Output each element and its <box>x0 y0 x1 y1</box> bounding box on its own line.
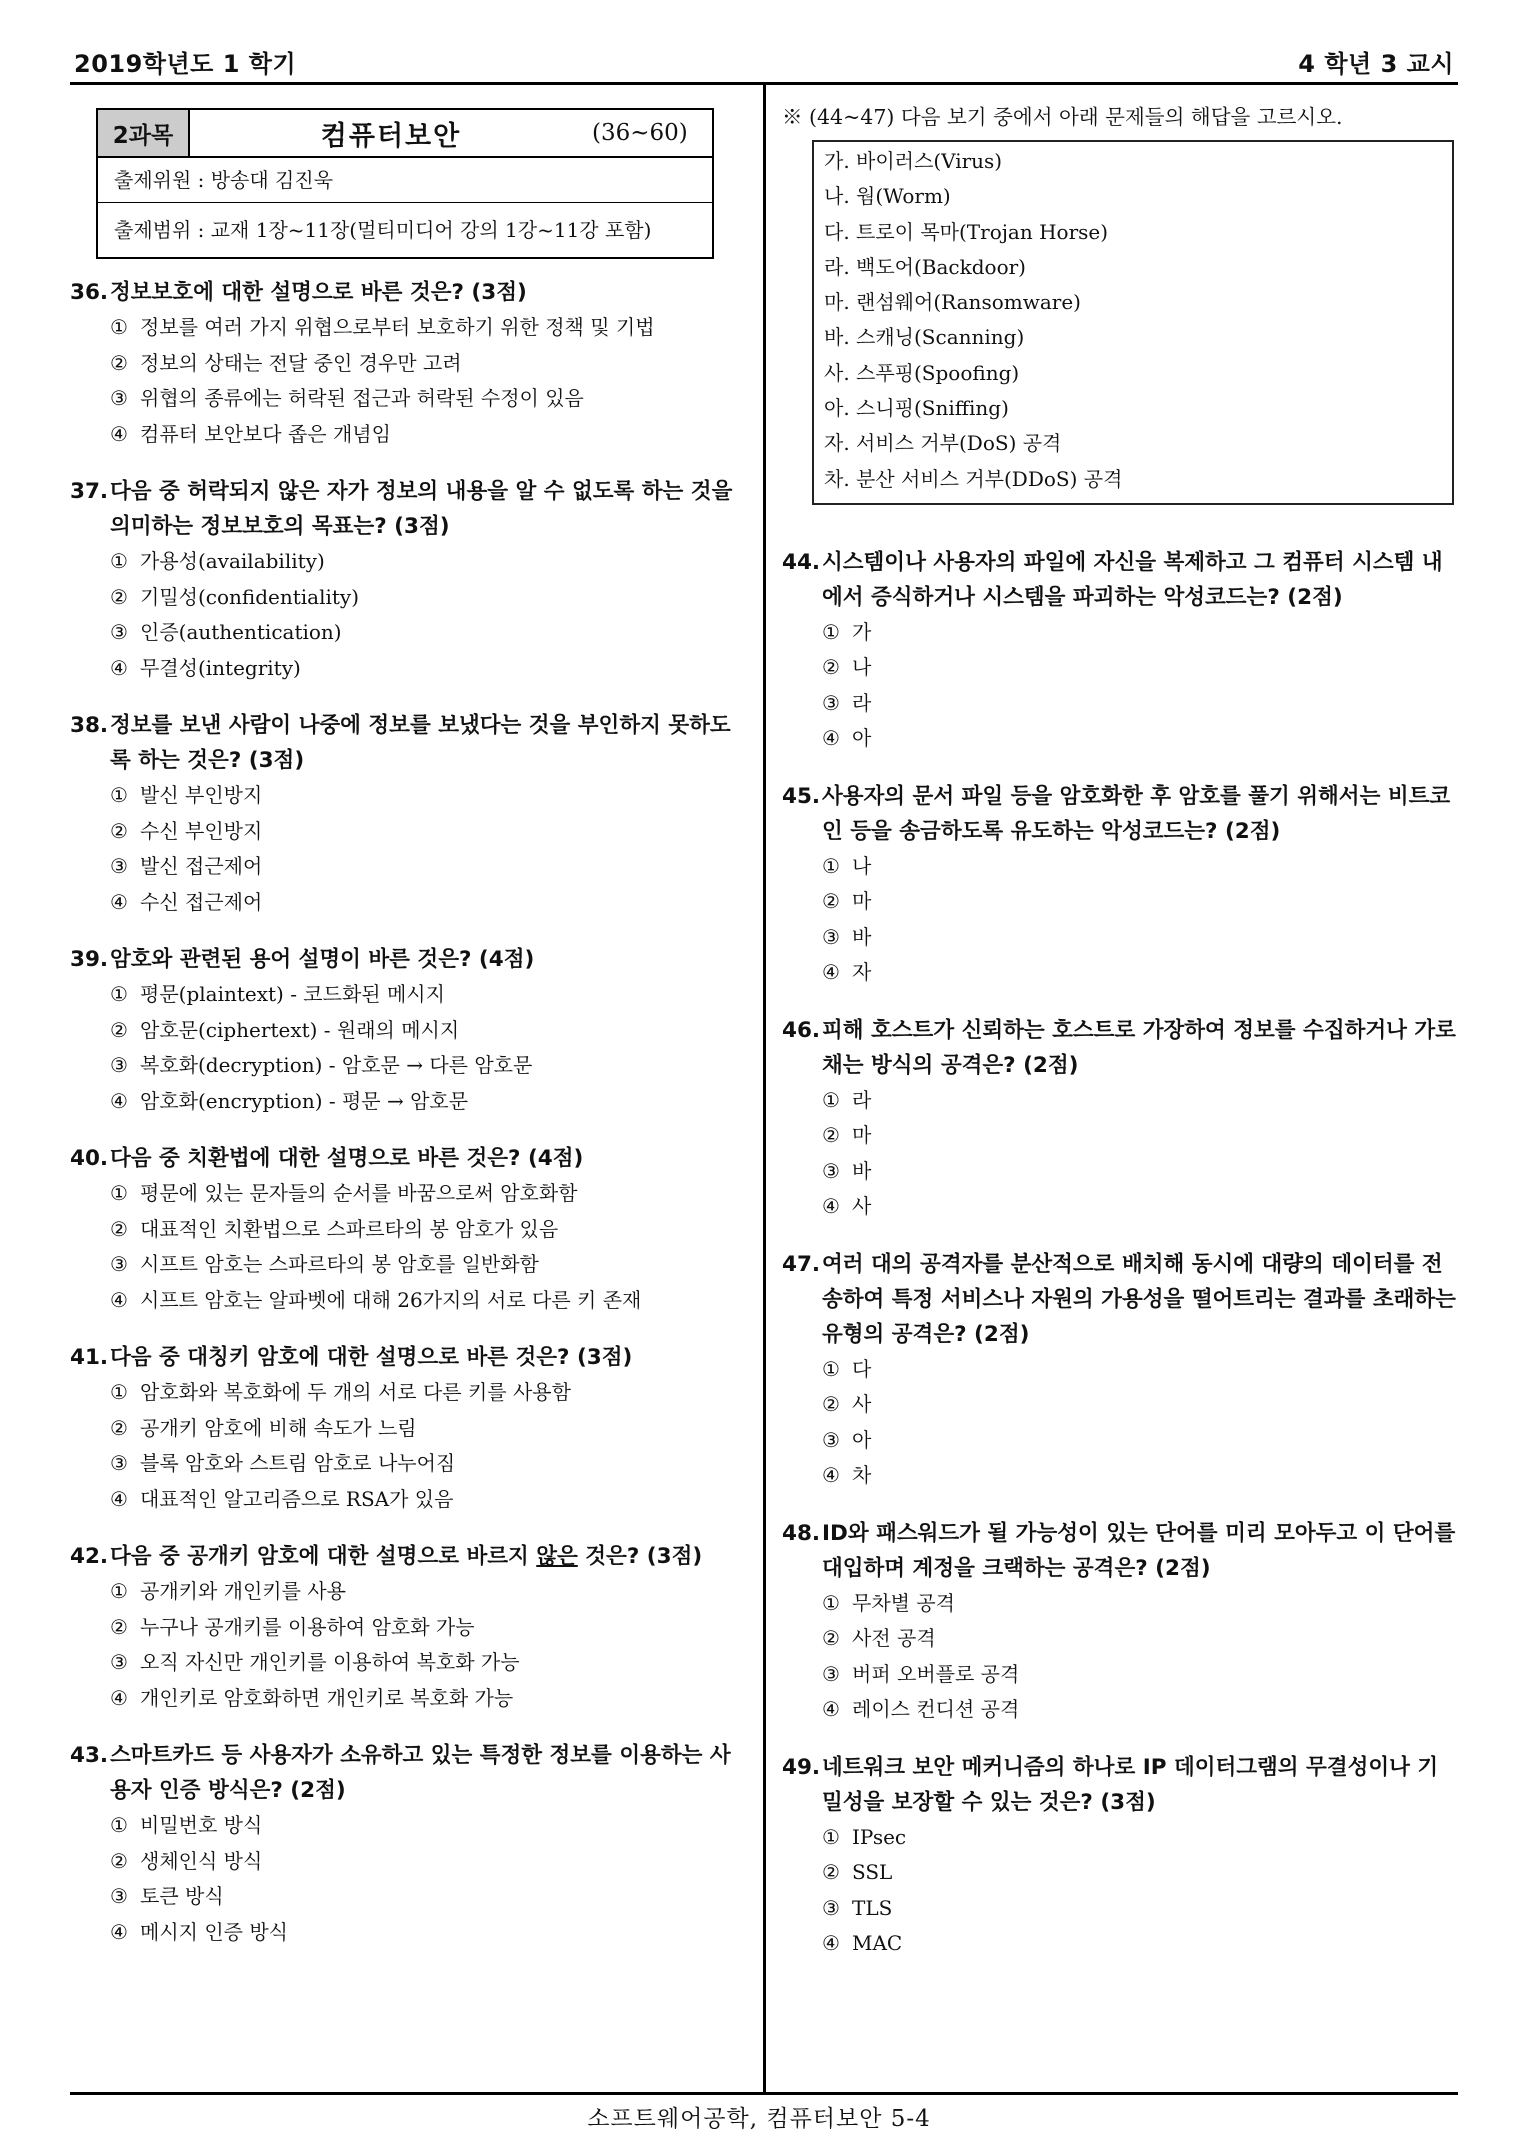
answer-option <box>782 721 1458 757</box>
option-text: 아 <box>852 726 872 751</box>
answer-option <box>782 955 1458 991</box>
question <box>70 275 750 452</box>
option-mark: ① <box>110 1380 128 1404</box>
question-number: 36. <box>70 280 109 305</box>
option-text: 나 <box>852 655 872 680</box>
question-number: 41. <box>70 1345 109 1370</box>
option-list-item: 라. 백도어(Backdoor) <box>824 254 1026 279</box>
option-mark: ② <box>110 1848 128 1873</box>
option-text: 위협의 종류에는 허락된 접근과 허락된 수정이 있음 <box>140 386 584 410</box>
option-text: 평문에 있는 문자들의 순서를 바꿈으로써 암호화함 <box>140 1181 578 1205</box>
subject-name: 컴퓨터보안 <box>320 120 462 152</box>
option-text: 블록 암호와 스트림 암호로 나누어짐 <box>140 1451 456 1475</box>
option-text: 사전 공격 <box>852 1626 936 1651</box>
question <box>782 1247 1458 1494</box>
option-text: 대표적인 알고리즘으로 RSA가 있음 <box>140 1486 454 1511</box>
question-number: 45. <box>782 783 821 809</box>
option-text: 토큰 방식 <box>140 1884 224 1908</box>
option-text: 생체인식 방식 <box>140 1848 263 1873</box>
answer-option <box>782 920 1458 956</box>
question-title <box>70 474 750 544</box>
option-mark: ② <box>110 1415 128 1440</box>
option-text: 누구나 공개키를 이용하여 암호화 가능 <box>140 1614 475 1639</box>
option-mark: ① <box>110 783 128 807</box>
option-mark: ③ <box>110 1451 128 1475</box>
option-text: 암호문(ciphertext) - 원래의 메시지 <box>140 1017 460 1042</box>
option-text: TLS <box>852 1895 893 1920</box>
option-mark: ② <box>822 1860 840 1885</box>
option-mark: ④ <box>110 889 128 914</box>
option-mark: ④ <box>822 726 840 751</box>
question-number: 48. <box>782 1520 821 1546</box>
answer-option <box>70 1879 750 1915</box>
option-mark: ④ <box>110 1486 128 1511</box>
question-title <box>70 1738 750 1808</box>
question-number: 47. <box>782 1251 821 1277</box>
option-text: 평문(plaintext) - 코드화된 메시지 <box>140 982 445 1006</box>
option-mark: ④ <box>110 421 128 446</box>
option-text: 사 <box>852 1392 872 1417</box>
option-text: 라 <box>852 1087 872 1112</box>
option-mark: ① <box>822 619 840 644</box>
option-mark: ③ <box>822 924 840 949</box>
option-text: 암호화(encryption) - 평문 → 암호문 <box>140 1088 469 1113</box>
question-text: ID와 패스워드가 될 가능성이 있는 단어를 미리 모아두고 이 단어를 대입하며 계정을 크랙하는 공격은? (2점) <box>822 1520 1456 1581</box>
answer-option <box>70 778 750 814</box>
option-text: 암호화와 복호화에 두 개의 서로 다른 키를 사용함 <box>140 1380 571 1404</box>
question-number: 39. <box>70 947 109 972</box>
option-mark: ④ <box>110 1919 128 1944</box>
answer-option <box>70 346 750 382</box>
subject-box <box>96 108 714 259</box>
option-mark: ① <box>822 1590 840 1615</box>
option-mark: ① <box>822 1824 840 1849</box>
option-mark: ④ <box>110 1287 128 1312</box>
option-text: 수신 접근제어 <box>140 889 263 914</box>
option-mark: ② <box>822 655 840 680</box>
option-mark: ④ <box>822 1697 840 1722</box>
question-text: 것은? (3점) <box>577 1544 703 1569</box>
option-text: SSL <box>852 1860 893 1885</box>
answer-option <box>70 1645 750 1681</box>
question-number: 42. <box>70 1544 109 1569</box>
option-list-box <box>812 140 1454 505</box>
question-title <box>782 1516 1458 1586</box>
answer-option <box>70 615 750 651</box>
footer-rule <box>70 2092 1458 2095</box>
answer-option <box>70 1013 750 1049</box>
answer-option <box>70 310 750 346</box>
question-title <box>70 1340 750 1375</box>
option-text: 마 <box>852 889 872 914</box>
option-mark: ③ <box>822 690 840 715</box>
option-mark: ① <box>110 982 128 1006</box>
option-text: 수신 부인방지 <box>140 818 263 843</box>
option-text: 시프트 암호는 알파벳에 대해 26가지의 서로 다른 키 존재 <box>140 1287 642 1312</box>
option-text: 다 <box>852 1356 872 1381</box>
option-text: 아 <box>852 1427 872 1452</box>
option-text: 사 <box>852 1194 872 1219</box>
answer-option <box>70 651 750 687</box>
option-text: 복호화(decryption) - 암호문 → 다른 암호문 <box>140 1053 533 1077</box>
option-text: 컴퓨터 보안보다 좁은 개념임 <box>140 421 391 446</box>
answer-option <box>782 1891 1458 1927</box>
option-mark: ④ <box>110 655 128 680</box>
answer-option <box>70 1375 750 1411</box>
option-mark: ④ <box>822 1931 840 1956</box>
option-text: IPsec <box>852 1824 907 1849</box>
question-text: 다음 중 공개키 암호에 대한 설명으로 바르지 <box>110 1544 537 1569</box>
answer-option <box>70 1084 750 1120</box>
option-mark: ④ <box>110 1685 128 1710</box>
option-text: 정보의 상태는 전달 중인 경우만 고려 <box>140 350 462 375</box>
answer-option <box>782 1458 1458 1494</box>
question-number: 37. <box>70 479 109 504</box>
answer-option <box>782 686 1458 722</box>
option-mark: ① <box>110 315 128 339</box>
option-mark: ③ <box>822 1427 840 1452</box>
answer-option <box>782 1118 1458 1154</box>
option-mark: ③ <box>822 1661 840 1686</box>
option-text: 레이스 컨디션 공격 <box>852 1697 1020 1722</box>
question <box>70 1340 750 1517</box>
option-text: 인증(authentication) <box>140 620 342 644</box>
option-list-item: 차. 분산 서비스 거부(DDoS) 공격 <box>824 466 1123 491</box>
option-mark: ② <box>110 1017 128 1042</box>
option-text: 버퍼 오버플로 공격 <box>852 1661 1020 1686</box>
answer-option <box>70 814 750 850</box>
option-text: 가 <box>852 619 872 644</box>
option-text: 개인키로 암호화하면 개인키로 복호화 가능 <box>140 1685 514 1710</box>
question-text: 네트워크 보안 메커니즘의 하나로 IP 데이터그램의 무결성이나 기밀성을 보장할 수 있는 것은? (3점) <box>822 1754 1439 1815</box>
option-text: 무결성(integrity) <box>140 655 301 680</box>
question-text: 정보보호에 대한 설명으로 바른 것은? (3점) <box>110 280 527 305</box>
answer-option <box>782 1657 1458 1693</box>
option-mark: ① <box>110 1813 128 1837</box>
question <box>70 1738 750 1950</box>
option-text: 메시지 인증 방식 <box>140 1919 288 1944</box>
option-text: 오직 자신만 개인키를 이용하여 복호화 가능 <box>140 1650 520 1674</box>
question-text: 시스템이나 사용자의 파일에 자신을 복제하고 그 컴퓨터 시스템 내에서 증식하거나 시스템을 파괴하는 악성코드는? (2점) <box>822 549 1443 610</box>
option-mark: ③ <box>110 1650 128 1674</box>
option-text: 대표적인 치환법으로 스파르타의 봉 암호가 있음 <box>140 1216 559 1241</box>
answer-option <box>782 1855 1458 1891</box>
question-title <box>782 1013 1458 1083</box>
question <box>782 1750 1458 1962</box>
option-text: 자 <box>852 960 872 985</box>
question-text: 다음 중 대칭키 암호에 대한 설명으로 바른 것은? (3점) <box>110 1345 633 1370</box>
option-text: 가용성(availability) <box>140 549 325 573</box>
option-text: 공개키와 개인키를 사용 <box>140 1579 346 1603</box>
option-text: 마 <box>852 1123 872 1148</box>
question-title <box>70 1539 750 1574</box>
option-list-item: 다. 트로이 목마(Trojan Horse) <box>824 219 1109 244</box>
answer-option <box>70 1681 750 1717</box>
option-text: 시프트 암호는 스파르타의 봉 암호를 일반화함 <box>140 1252 539 1276</box>
option-text: 정보를 여러 가지 위협으로부터 보호하기 위한 정책 및 기법 <box>140 315 655 339</box>
option-mark: ① <box>110 1181 128 1205</box>
option-list-item: 나. 웜(Worm) <box>824 184 951 209</box>
question-title <box>782 1750 1458 1820</box>
question-number: 40. <box>70 1146 109 1171</box>
option-mark: ② <box>110 1216 128 1241</box>
question-number: 49. <box>782 1754 821 1780</box>
option-text: MAC <box>852 1931 903 1956</box>
question-title <box>70 942 750 977</box>
option-text: 바 <box>852 1158 872 1183</box>
question <box>70 942 750 1119</box>
option-mark: ③ <box>110 620 128 644</box>
answer-option <box>70 1212 750 1248</box>
answer-option <box>782 1820 1458 1856</box>
option-mark: ④ <box>822 1463 840 1488</box>
answer-option <box>782 884 1458 920</box>
option-mark: ② <box>110 584 128 609</box>
option-text: 공개키 암호에 비해 속도가 느림 <box>140 1415 417 1440</box>
answer-option <box>70 1844 750 1880</box>
option-text: 발신 부인방지 <box>140 783 263 807</box>
question-text: 피해 호스트가 신뢰하는 호스트로 가장하여 정보를 수집하거나 가로채는 방식의 공격은? (2점) <box>822 1017 1456 1078</box>
option-text: 차 <box>852 1463 872 1488</box>
option-mark: ③ <box>110 386 128 410</box>
option-list-item: 바. 스캐닝(Scanning) <box>824 325 1025 350</box>
option-text: 무차별 공격 <box>852 1590 955 1615</box>
answer-option <box>782 1423 1458 1459</box>
subject-author: 출제위원 : 방송대 김진욱 <box>98 158 712 203</box>
answer-option <box>70 1283 750 1319</box>
question-number: 38. <box>70 713 109 738</box>
option-text: 기밀성(confidentiality) <box>140 584 360 609</box>
option-mark: ① <box>822 1356 840 1381</box>
answer-option <box>70 1048 750 1084</box>
left-question-list <box>70 275 750 1950</box>
question <box>70 474 750 686</box>
answer-option <box>782 849 1458 885</box>
answer-option <box>782 1189 1458 1225</box>
option-list-item: 자. 서비스 거부(DoS) 공격 <box>824 431 1062 456</box>
option-mark: ② <box>110 1614 128 1639</box>
option-mark: ③ <box>110 1252 128 1276</box>
option-list-item: 가. 바이러스(Virus) <box>824 149 1003 173</box>
answer-option <box>782 615 1458 651</box>
option-mark: ③ <box>110 854 128 878</box>
answer-option <box>70 1411 750 1447</box>
subject-number: 2과목 <box>98 110 190 156</box>
subject-question-range: (36~60) <box>592 120 688 146</box>
question-text: 여러 대의 공격자를 분산적으로 배치해 동시에 대량의 데이터를 전송하여 특정 서비스나 자원의 가용성을 떨어트리는 결과를 초래하는 유형의 공격은? (2점) <box>822 1251 1456 1347</box>
header-grade-period: 4 학년 3 교시 <box>1298 50 1454 78</box>
page-footer: 소프트웨어공학, 컴퓨터보안 5-4 <box>587 2106 931 2132</box>
question-number: 43. <box>70 1743 109 1768</box>
answer-option <box>782 1586 1458 1622</box>
option-list-item: 아. 스니핑(Sniffing) <box>824 396 1009 421</box>
answer-option <box>782 1692 1458 1728</box>
question-text: 다음 중 치환법에 대한 설명으로 바른 것은? (4점) <box>110 1146 584 1171</box>
option-list-item: 사. 스푸핑(Spoofing) <box>824 360 1020 385</box>
answer-option <box>782 1926 1458 1962</box>
question <box>782 1013 1458 1225</box>
option-mark: ① <box>822 853 840 878</box>
answer-option <box>782 1621 1458 1657</box>
question-text: 스마트카드 등 사용자가 소유하고 있는 특정한 정보를 이용하는 사용자 인증 방식은? (2점) <box>110 1743 731 1803</box>
option-text: 바 <box>852 924 872 949</box>
option-mark: ② <box>822 889 840 914</box>
question <box>70 1539 750 1716</box>
question <box>782 545 1458 757</box>
question-title <box>782 545 1458 615</box>
answer-option <box>70 1610 750 1646</box>
left-column <box>70 108 750 1950</box>
option-mark: ④ <box>822 1194 840 1219</box>
option-mark: ② <box>110 818 128 843</box>
answer-option <box>782 1083 1458 1119</box>
option-mark: ① <box>822 1087 840 1112</box>
option-mark: ③ <box>822 1895 840 1920</box>
column-divider <box>763 84 766 2092</box>
question-text-underlined: 않은 <box>536 1544 578 1569</box>
question-title <box>70 1141 750 1176</box>
answer-option <box>70 580 750 616</box>
question-title <box>70 275 750 310</box>
answer-option <box>70 1176 750 1212</box>
question-text: 암호와 관련된 용어 설명이 바른 것은? (4점) <box>110 947 535 972</box>
option-mark: ③ <box>110 1053 128 1077</box>
question <box>70 708 750 920</box>
answer-option <box>70 885 750 921</box>
answer-option <box>70 381 750 417</box>
option-list-notice: ※ (44~47) 다음 보기 중에서 아래 문제들의 해답을 고르시오. <box>782 105 1343 129</box>
option-mark: ② <box>822 1123 840 1148</box>
question <box>70 1141 750 1318</box>
answer-option <box>70 1808 750 1844</box>
right-question-list <box>782 545 1458 1962</box>
option-mark: ④ <box>110 1088 128 1113</box>
option-text: 비밀번호 방식 <box>140 1813 263 1837</box>
answer-option <box>782 1154 1458 1190</box>
answer-option <box>782 1387 1458 1423</box>
answer-option <box>70 544 750 580</box>
option-text: 라 <box>852 690 872 715</box>
answer-option <box>70 977 750 1013</box>
answer-option <box>782 1352 1458 1388</box>
answer-option <box>70 1247 750 1283</box>
question-text: 정보를 보낸 사람이 나중에 정보를 보냈다는 것을 부인하지 못하도록 하는 것은? (3점) <box>110 713 731 773</box>
option-mark: ③ <box>110 1884 128 1908</box>
answer-option <box>70 1574 750 1610</box>
option-mark: ③ <box>822 1158 840 1183</box>
question <box>782 779 1458 991</box>
answer-option <box>70 1446 750 1482</box>
option-mark: ② <box>822 1626 840 1651</box>
question-title <box>782 779 1458 849</box>
question-number: 44. <box>782 549 821 575</box>
answer-option <box>70 1482 750 1518</box>
answer-option <box>782 650 1458 686</box>
answer-option <box>70 849 750 885</box>
question-text: 사용자의 문서 파일 등을 암호화한 후 암호를 풀기 위해서는 비트코인 등을 송금하도록 유도하는 악성코드는? (2점) <box>822 783 1451 844</box>
option-text: 나 <box>852 853 872 878</box>
question <box>782 1516 1458 1728</box>
option-mark: ① <box>110 1579 128 1603</box>
answer-option <box>70 417 750 453</box>
question-text: 다음 중 허락되지 않은 자가 정보의 내용을 알 수 없도록 하는 것을 의미하는 정보보호의 목표는? (3점) <box>110 479 733 539</box>
right-column <box>782 105 1458 1962</box>
question-title <box>70 708 750 778</box>
answer-option <box>70 1915 750 1951</box>
option-mark: ② <box>110 350 128 375</box>
option-text: 발신 접근제어 <box>140 854 263 878</box>
option-mark: ④ <box>822 960 840 985</box>
option-mark: ① <box>110 549 128 573</box>
option-list-item: 마. 랜섬웨어(Ransomware) <box>824 290 1081 315</box>
option-mark: ② <box>822 1392 840 1417</box>
header-semester: 2019학년도 1 학기 <box>74 50 297 78</box>
subject-scope: 출제범위 : 교재 1장~11장(멀티미디어 강의 1강~11강 포함) <box>114 218 652 242</box>
question-title <box>782 1247 1458 1352</box>
question-number: 46. <box>782 1017 821 1043</box>
